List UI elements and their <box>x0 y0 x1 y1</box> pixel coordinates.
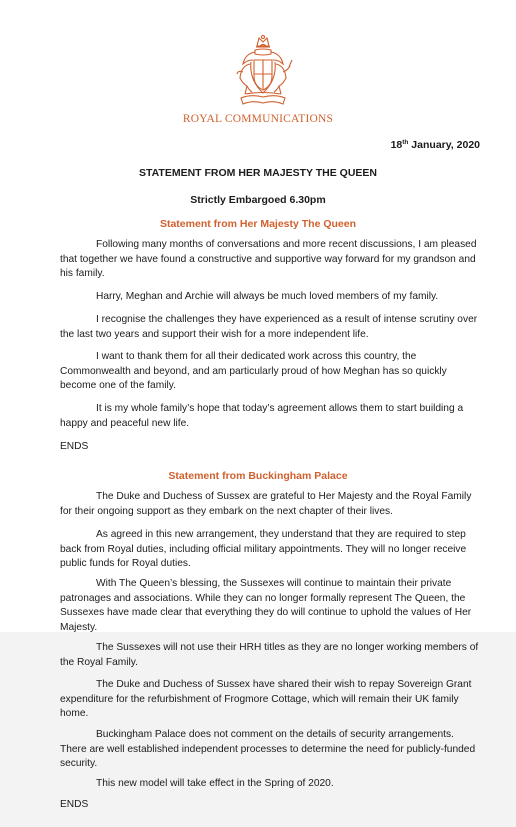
palace-paragraph-5: The Duke and Duchess of Sussex have shared their wish to repay Sovereign Grant expenditure for the refurbishment of Frogmore Cottage, which will remain their UK family home. <box>60 679 472 720</box>
queen-paragraph-1: Following many months of conversations and more recent discussions, I am pleased that together we have found a constructive and supportive way forward for my grandson and his family. <box>60 239 477 280</box>
palace-paragraph-3: With The Queen’s blessing, the Sussexes will continue to maintain their private patronages and associations. While they can no longer formally represent The Queen, the Sussexes have made clear that everything they do will continue to uphold the values of Her Majesty. <box>60 578 472 633</box>
statement-date <box>380 139 480 151</box>
palace-paragraph-1: The Duke and Duchess of Sussex are grateful to Her Majesty and the Royal Family for their ongoing support as they embark on the next chapter of their lives. <box>60 491 472 517</box>
palace-section-heading: Statement from Buckingham Palace <box>168 470 348 482</box>
embargo-notice: Strictly Embargoed 6.30pm <box>190 194 326 206</box>
palace-ends: ENDS <box>60 799 89 810</box>
org-name: ROYAL COMMUNICATIONS <box>182 113 334 125</box>
queen-paragraph-3: I recognise the challenges they have experienced as a result of intense scrutiny over the last two years and support their wish for a more independent life. <box>60 314 478 340</box>
palace-paragraph-2: As agreed in this new arrangement, they understand that they are required to step back from Royal duties, including official military appointments. They will no longer receive public funds for Royal duties. <box>60 529 467 570</box>
queen-paragraph-5: It is my whole family’s hope that today’s agreement allows them to start building a happy and peaceful new life. <box>60 403 464 429</box>
statement-title: STATEMENT FROM HER MAJESTY THE QUEEN <box>138 167 377 179</box>
queen-paragraph-2: Harry, Meghan and Archie will always be much loved members of my family. <box>96 291 439 302</box>
palace-paragraph-6: Buckingham Palace does not comment on the details of security arrangements. There are well established independent processes to determine the need for publicly-funded security. <box>60 729 476 770</box>
palace-paragraph-4: The Sussexes will not use their HRH titles as they are no longer working members of the Royal Family. <box>60 642 479 668</box>
date-month-year: January, 2020 <box>408 139 480 151</box>
queen-paragraph-4: I want to thank them for all their dedicated work across this country, the Commonwealth and beyond, and am particularly proud of how Meghan has so quickly become one of the family. <box>60 351 447 392</box>
palace-paragraph-7: This new model will take effect in the Spring of 2020. <box>96 778 334 789</box>
queen-section-heading: Statement from Her Majesty The Queen <box>159 218 357 230</box>
queen-ends: ENDS <box>60 441 89 452</box>
royal-crest-icon <box>233 34 293 112</box>
date-day: 18 <box>390 139 403 151</box>
date-suffix: th <box>402 139 409 146</box>
